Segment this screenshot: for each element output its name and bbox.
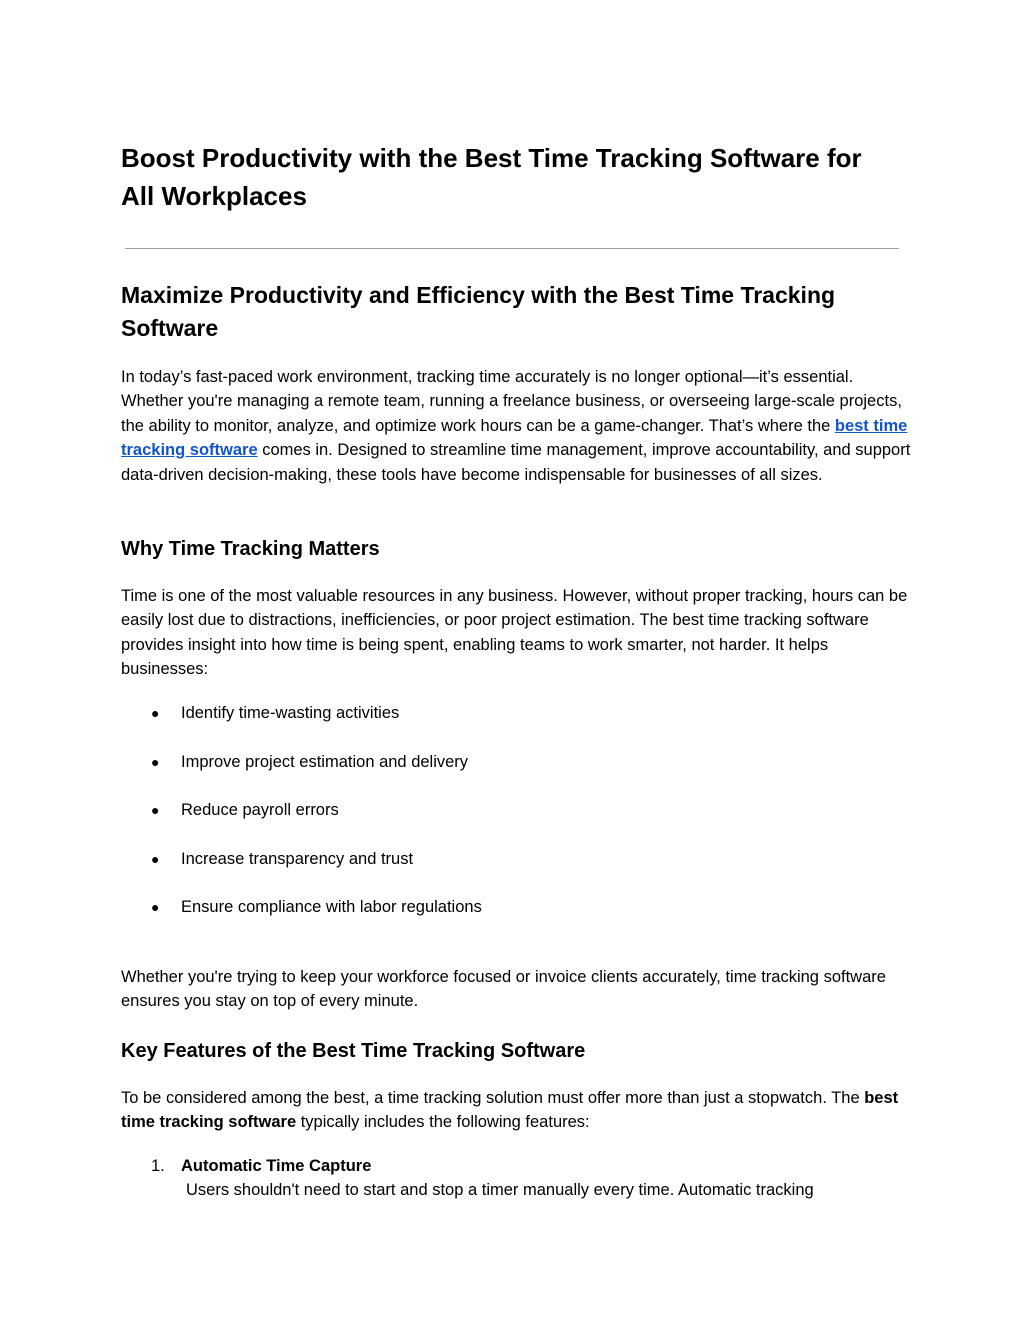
bullet-icon: ●	[151, 753, 160, 770]
bullet-icon: ●	[151, 899, 160, 916]
best-time-tracking-software-link[interactable]: best time tracking software	[121, 416, 908, 460]
features-intro-before: To be considered among the best, a time tracking solution must offer more than just a stopwatch. The	[121, 1089, 865, 1107]
list-item-text: Identify time-wasting activities	[181, 704, 400, 722]
bullet-icon: ●	[151, 850, 160, 867]
feature-item-title: Automatic Time Capture	[181, 1157, 372, 1175]
benefits-list	[121, 700, 901, 943]
features-intro-bold: best time tracking software	[121, 1089, 899, 1132]
features-intro-after: typically includes the following features:	[296, 1113, 590, 1132]
list-item	[121, 894, 901, 943]
list-item-text: Improve project estimation and delivery	[181, 752, 469, 771]
list-item	[121, 846, 901, 895]
list-item	[121, 749, 901, 798]
intro-paragraph	[121, 365, 911, 487]
why-heading: Why Time Tracking Matters	[121, 538, 380, 560]
list-item-text: Increase transparency and trust	[181, 849, 414, 868]
feature-item-number: 1.	[151, 1157, 165, 1175]
bullet-icon: ●	[151, 802, 160, 819]
features-heading: Key Features of the Best Time Tracking Software	[121, 1040, 586, 1062]
section-heading: Maximize Productivity and Efficiency with the Best Time Tracking Software	[121, 282, 836, 341]
list-item-text: Reduce payroll errors	[181, 801, 339, 820]
why-paragraph: Time is one of the most valuable resources in any business. However, without proper tracking, hours can be easily lost due to distractions, inefficiencies, or poor project estimation. The best time tracking software provides insight into how time is being spent, enabling teams to work smarter, not harder. It helps businesses:	[121, 587, 908, 679]
list-item-text: Ensure compliance with labor regulations	[181, 898, 482, 917]
feature-item-description: Users shouldn't need to start and stop a timer manually every time. Automatic tracking	[186, 1181, 814, 1200]
document-title: Boost Productivity with the Best Time Tracking Software for All Workplaces	[121, 143, 862, 211]
features-intro-paragraph	[121, 1086, 911, 1135]
horizontal-divider	[125, 248, 899, 249]
intro-text-after-link: comes in. Designed to streamline time management, improve accountability, and support data-driven decision-making, these tools have become indispensable for businesses of all sizes.	[121, 441, 911, 484]
intro-text-before-link: In today’s fast-paced work environment, tracking time accurately is no longer optional—it’s essential. Whether you're managing a remote team, running a freelance business, or overseeing large-scale projects, the ability to monitor, analyze, and optimize work hours can be a game-changer. That’s where the	[121, 368, 902, 435]
bullet-icon: ●	[151, 705, 160, 721]
why-closing-paragraph: Whether you're trying to keep your workforce focused or invoice clients accurately, time tracking software ensures you stay on top of every minute.	[121, 968, 886, 1011]
list-item	[121, 797, 901, 846]
list-item	[121, 700, 901, 749]
